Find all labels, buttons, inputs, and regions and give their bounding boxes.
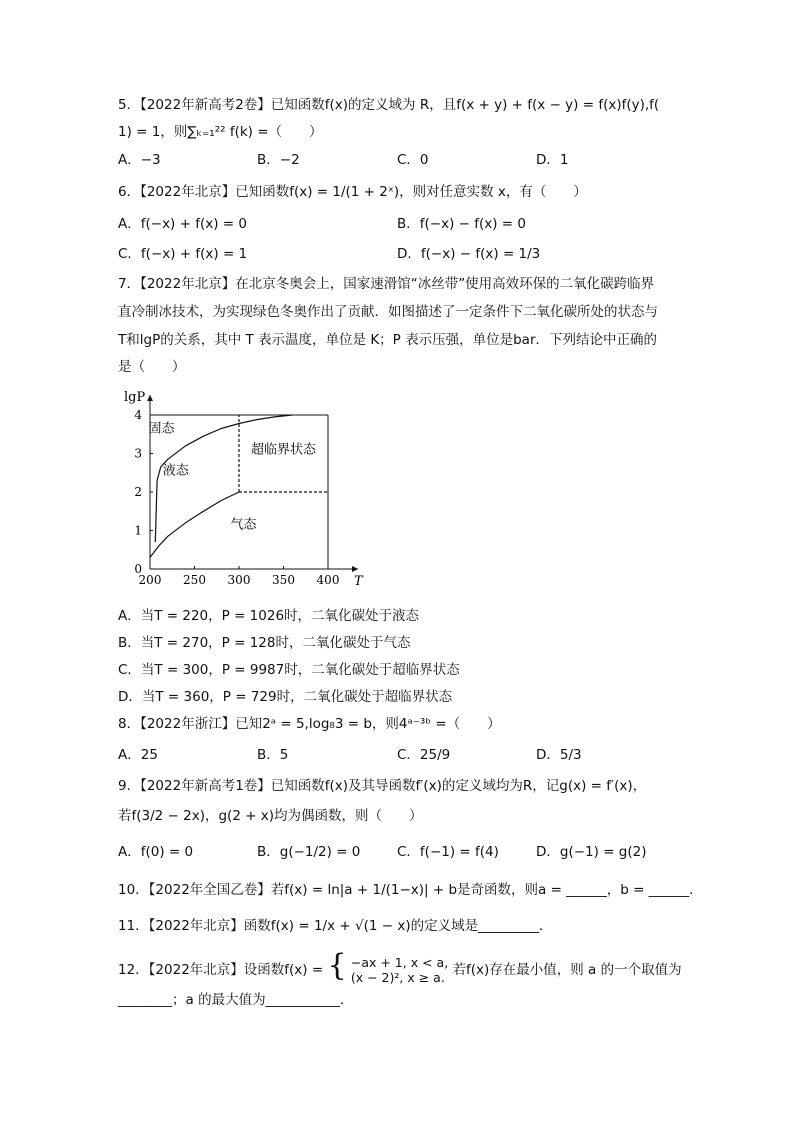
q12-brace: {	[327, 948, 347, 983]
y-axis-arrow	[147, 395, 153, 401]
q7-line1: 7．【2022年北京】在北京冬奥会上，国家速滑馆“冰丝带”使用高效环保的二氧化碳跨临界	[118, 276, 655, 292]
x-tick-label: 250	[183, 573, 206, 587]
q6-option-d: D．f(−x) − f(x) = 1/3	[397, 246, 541, 262]
q11-stem: 11．【2022年北京】函数f(x) = 1/x + √(1 − x)的定义域是_________．	[118, 918, 553, 934]
q9-option-b: B．g(−1/2) = 0	[257, 844, 361, 860]
q5-line2: 1) = 1，则∑ₖ₌₁²² f(k) =（ ）	[118, 124, 323, 140]
q7-option-b: B．当T = 270，P = 128时，二氧化碳处于气态	[118, 635, 411, 651]
x-tick-label: 400	[316, 573, 340, 587]
y-tick-label: 4	[134, 408, 142, 422]
q12-case2: (x − 2)², x ≥ a.	[350, 970, 445, 985]
q5-option-d: D．1	[536, 152, 569, 168]
q5-option-b: B．−2	[257, 152, 300, 168]
y-axis-label: lgP	[124, 390, 146, 405]
q7-line3: T和lgP的关系，其中 T 表示温度，单位是 K；P 表示压强，单位是bar．下列结论中正确的	[118, 332, 658, 348]
q10-stem: 10．【2022年全国乙卷】若f(x) = ln|a + 1/(1−x)| + b是奇函数，则a = ______，b = ______．	[118, 882, 703, 898]
q7-option-c: C．当T = 300，P = 9987时，二氧化碳处于超临界状态	[118, 662, 460, 678]
q9-option-d: D．g(−1) = g(2)	[536, 844, 647, 860]
q7-option-a: A．当T = 220，P = 1026时，二氧化碳处于液态	[118, 608, 420, 624]
q12-cases	[351, 955, 448, 985]
q5-line1: 5．【2022年新高考2卷】已知函数f(x)的定义域为 R，且f(x + y) + f(x − y) = f(x)f(y),f(	[118, 97, 660, 113]
y-tick-label: 0	[134, 562, 142, 576]
region-label: 气态	[230, 517, 257, 533]
q9-option-a: A．f(0) = 0	[118, 844, 194, 860]
x-tick-label: 300	[227, 573, 251, 587]
y-tick-label: 3	[134, 446, 142, 461]
q12-line2: ________；a 的最大值为___________．	[118, 992, 354, 1008]
x-tick-label: 200	[138, 573, 162, 587]
y-tick-label: 1	[134, 523, 142, 538]
q9-option-c: C．f(−1) = f(4)	[397, 844, 499, 860]
q6-option-b: B．f(−x) − f(x) = 0	[397, 216, 527, 232]
q12-prefix: 12．【2022年北京】设函数f(x) =	[118, 962, 328, 978]
q9-line1: 9．【2022年新高考1卷】已知函数f(x)及其导函数f′(x)的定义域均为R，记g(x) = f′(x)，	[118, 778, 647, 794]
q12-line1	[118, 948, 682, 985]
x-tick-label: 350	[272, 573, 295, 587]
q5-option-a: A．−3	[118, 152, 161, 168]
q12-suffix: 若f(x)存在最小值，则 a 的一个取值为	[452, 962, 682, 978]
q8-option-b: B．5	[257, 747, 289, 763]
q8-stem: 8．【2022年浙江】已知2ᵃ = 5,log₈3 = b，则4ᵃ⁻³ᵇ =（ ）	[118, 716, 501, 732]
x-axis-arrow	[352, 566, 358, 572]
q9-line2: 若f(3/2 − 2x)，g(2 + x)均为偶函数，则（ ）	[118, 808, 423, 824]
q5-option-c: C．0	[397, 152, 429, 168]
q12-case1: −ax + 1, x < a,	[350, 955, 449, 970]
chart-curves	[150, 415, 328, 557]
region-label: 超临界状态	[250, 442, 317, 458]
chart-axes	[147, 395, 358, 572]
q7-line2: 直冷制冰技术，为实现绿色冬奥作出了贡献．如图描述了一定条件下二氧化碳所处的状态与	[118, 304, 658, 320]
region-label: 液态	[162, 463, 189, 479]
x-axis-label: T	[354, 574, 363, 589]
phase-boundary-0	[150, 492, 239, 557]
q8-option-c: C．25/9	[397, 747, 451, 763]
q6-option-a: A．f(−x) + f(x) = 0	[118, 216, 247, 232]
q6-option-c: C．f(−x) + f(x) = 1	[118, 246, 248, 262]
q6-stem: 6．【2022年北京】已知函数f(x) = 1/(1 + 2ˣ)，则对任意实数 x，有（ ）	[118, 184, 587, 200]
q8-option-d: D．5/3	[536, 747, 582, 763]
phase-diagram-chart	[110, 385, 380, 595]
q7-line4: 是（ ）	[118, 359, 186, 375]
y-tick-label: 2	[134, 485, 142, 499]
region-label: 固态	[148, 421, 175, 437]
q7-option-d: D．当T = 360，P = 729时，二氧化碳处于超临界状态	[118, 689, 453, 705]
q8-option-a: A．25	[118, 747, 158, 763]
